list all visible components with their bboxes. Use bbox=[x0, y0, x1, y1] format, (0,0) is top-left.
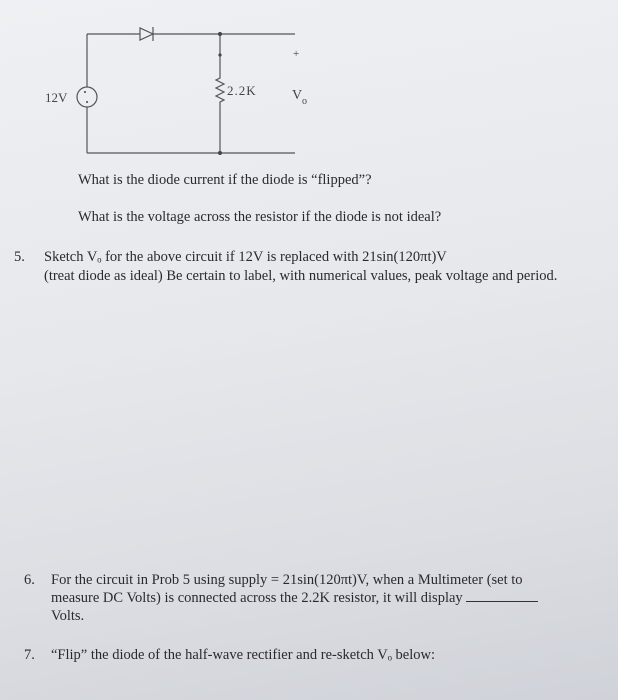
plus-sign: + bbox=[293, 48, 300, 60]
source-label: 12V bbox=[45, 90, 68, 105]
question-resistor-voltage: What is the voltage across the resistor if the diode is not ideal? bbox=[78, 209, 442, 225]
q5-line1: Sketch Vₒ for the above circuit if 12V is replaced with 21sin(120πt)V bbox=[44, 249, 447, 265]
output-subscript: o bbox=[302, 96, 307, 107]
q5-line2: (treat diode as ideal) Be certain to label, with numerical values, peak voltage and period. bbox=[44, 268, 558, 284]
q6-line1: For the circuit in Prob 5 using supply = 21sin(120πt)V, when a Multimeter (set to bbox=[51, 572, 523, 588]
q5-number: 5. bbox=[14, 249, 25, 265]
q6-line2: measure DC Volts) is connected across the 2.2K resistor, it will display bbox=[51, 590, 463, 606]
question-diode-current: What is the diode current if the diode is “flipped”? bbox=[78, 172, 372, 188]
output-label: V bbox=[292, 88, 303, 103]
q7-number: 7. bbox=[24, 647, 35, 663]
answer-blank bbox=[466, 589, 538, 602]
diode-icon bbox=[140, 27, 153, 41]
q6-line2-wrap bbox=[51, 589, 538, 607]
resistor-label: 2.2K bbox=[227, 83, 257, 98]
voltage-source-icon bbox=[77, 87, 97, 107]
q6-number: 6. bbox=[24, 572, 35, 588]
resistor-icon bbox=[216, 34, 224, 153]
q6-line3: Volts. bbox=[51, 608, 85, 624]
q7-line1: “Flip” the diode of the half-wave rectifier and re-sketch Vₒ below: bbox=[51, 647, 435, 663]
